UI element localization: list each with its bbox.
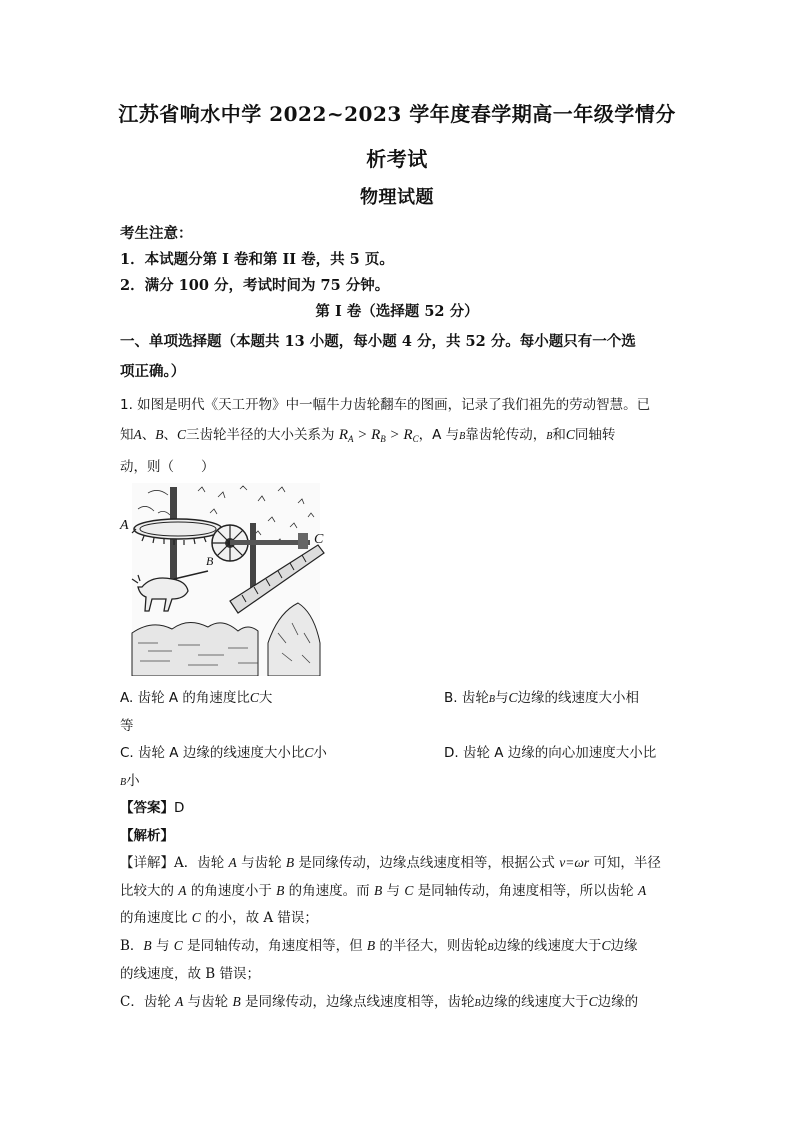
option-a: A. 齿轮 A 的角速度比C大 — [120, 690, 273, 706]
exam-title-line1: 江苏省响水中学 2022~2023 学年度春学期高一年级学情分 — [118, 102, 676, 126]
figure-label-c: C — [314, 532, 324, 547]
analysis-line-4: B．B 与 C 是同轴传动，角速度相等，但 B 的半径大，则齿轮B边缘的线速度大于C边缘 — [120, 938, 638, 954]
radius-relation-formula: $R_A > R_B > R_C$ — [338, 427, 419, 444]
analysis-line-5: 的线速度，故 B 错误； — [120, 966, 261, 982]
figure-label-a: A — [120, 518, 129, 533]
part-heading-line2: 项正确。） — [120, 363, 186, 380]
section-title: 第 I 卷（选择题 52 分） — [315, 303, 479, 320]
subject-title: 物理试题 — [360, 187, 434, 208]
notice-item-2: 2．满分 100 分，考试时间为 75 分钟。 — [120, 277, 390, 294]
question-1-stem-line1: 1. 如图是明代《天工开物》中一幅牛力齿轮翻车的图画，记录了我们祖先的劳动智慧。已 — [120, 397, 651, 413]
question-1-stem-line2: 知A、B、C三齿轮半径的大小关系为 $R_A > R_B > R_C$，A 与B靠齿轮传动，B和C同轴转 — [120, 427, 616, 444]
notice-heading: 考生注意： — [120, 225, 193, 242]
gear-label-a: A — [133, 427, 142, 442]
option-b-continued: 等 — [120, 718, 134, 734]
part-heading-line1: 一、单项选择题（本题共 13 小题，每小题 4 分，共 52 分。每小题只有一个选 — [120, 333, 636, 350]
ox-gear-waterwheel-illustration — [118, 483, 326, 676]
notice-item-1: 1．本试题分第 I 卷和第 II 卷，共 5 页。 — [120, 251, 394, 268]
analysis-line-3: 的角速度比 C 的小，故 A 错误； — [120, 910, 318, 926]
option-c: C. 齿轮 A 边缘的线速度大小比C小 — [120, 745, 327, 761]
question-1-stem-line3: 动，则（ ） — [120, 459, 215, 475]
gear-label-b: B — [155, 427, 164, 442]
answer-value: D — [174, 800, 185, 816]
option-d-continued: B小 — [120, 773, 140, 789]
analysis-line-1: 【详解】A．齿轮 A 与齿轮 B 是同缘传动，边缘点线速度相等，根据公式 v=ωr 可知，半径 — [120, 855, 661, 871]
option-b: B. 齿轮B与C边缘的线速度大小相 — [444, 690, 639, 706]
exam-title-line2: 析考试 — [366, 147, 428, 171]
answer-line — [120, 796, 184, 816]
analysis-line-6: C．齿轮 A 与齿轮 B 是同缘传动，边缘点线速度相等，齿轮B边缘的线速度大于C边缘的 — [120, 994, 639, 1010]
figure-label-b: B — [206, 554, 214, 568]
analysis-label: 【解析】 — [120, 828, 174, 844]
answer-label: 【答案】 — [120, 800, 174, 816]
analysis-line-2: 比较大的 A 的角速度小于 B 的角速度。而 B 与 C 是同轴传动，角速度相等，所以齿轮 A — [120, 883, 647, 899]
gear-label-c: C — [177, 427, 187, 442]
option-d: D. 齿轮 A 边缘的向心加速度大小比 — [444, 745, 657, 761]
